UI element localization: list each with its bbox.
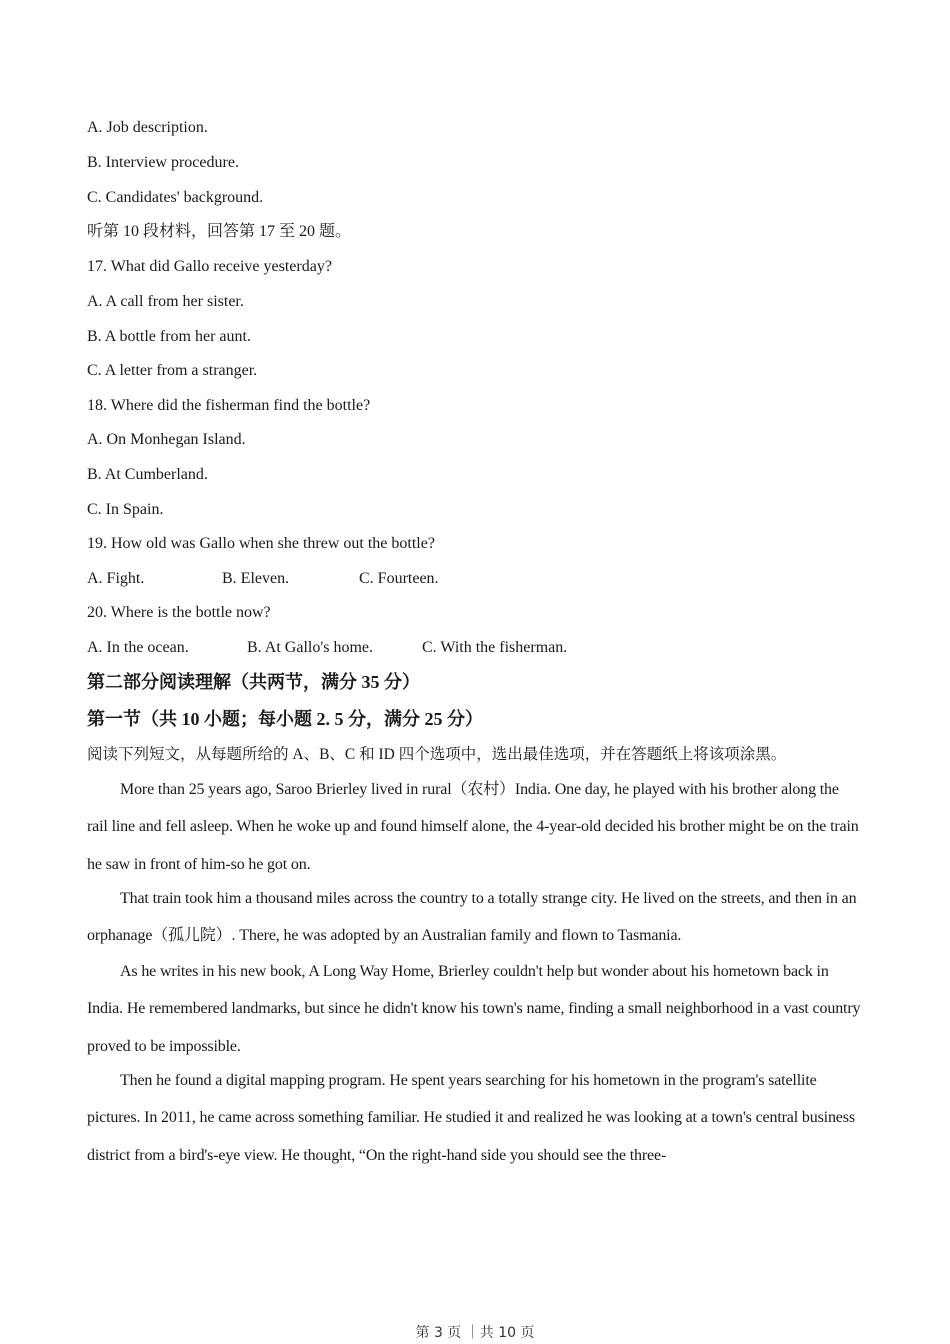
section-10-intro: 听第 10 段材料，回答第 17 至 20 题。: [87, 223, 352, 240]
reading-instructions: 阅读下列短文，从每题所给的 A、B、C 和 ID 四个选项中，选出最佳选项，并在答题纸上将该项涂黑。: [87, 746, 787, 763]
q16-option-c: C. Candidates' background.: [87, 189, 264, 206]
q19-option-b: B. Eleven.: [222, 570, 290, 587]
q19-option-a: A. Fight.: [87, 570, 145, 587]
q17-option-a: A. A call from her sister.: [87, 293, 244, 310]
passage-paragraph-2: That train took him a thousand miles across the country to a totally strange city. He lived on the streets, and then in an orphanage（孤儿院）. There, he was adopted by an Australian family and flown to Tasmania.: [87, 890, 857, 945]
passage-paragraph-3: As he writes in his new book, A Long Way Home, Brierley couldn't help but wonder about his hometown back in India. He remembered landmarks, but since he didn't know his town's name, finding a small neighborhood in a vast country proved to be impossible.: [87, 963, 861, 1055]
q17-option-c: C. A letter from a stranger.: [87, 362, 258, 379]
question-18: 18. Where did the fisherman find the bottle?: [87, 397, 371, 414]
q18-option-c: C. In Spain.: [87, 501, 164, 518]
q20-option-b: B. At Gallo's home.: [247, 639, 373, 656]
question-17: 17. What did Gallo receive yesterday?: [87, 258, 332, 275]
part2-title: 第二部分阅读理解（共两节，满分 35 分）: [87, 672, 420, 692]
q18-option-b: B. At Cumberland.: [87, 466, 208, 483]
passage-paragraph-1: More than 25 years ago, Saroo Brierley lived in rural（农村）India. One day, he played with his brother along the rail line and fell asleep. When he woke up and found himself alone, the 4-year-old decided his brother might be on the train he saw in front of him-so he got on.: [87, 781, 859, 873]
q16-option-b: B. Interview procedure.: [87, 154, 239, 171]
q20-option-c: C. With the fisherman.: [422, 639, 568, 656]
question-20: 20. Where is the bottle now?: [87, 604, 271, 621]
question-19: 19. How old was Gallo when she threw out the bottle?: [87, 535, 435, 552]
passage-paragraph-4: Then he found a digital mapping program. He spent years searching for his hometown in the program's satellite pictures. In 2011, he came across something familiar. He studied it and realized he was looking at a town's central business district from a bird's-eye view. He thought, “On the right-hand side you should see the three-: [87, 1072, 855, 1164]
page-number: 第 3 页 ｜共 10 页: [415, 1325, 535, 1341]
q19-option-c: C. Fourteen.: [359, 570, 439, 587]
q20-option-a: A. In the ocean.: [87, 639, 189, 656]
section1-title: 第一节（共 10 小题；每小题 2. 5 分，满分 25 分）: [87, 709, 483, 729]
q17-option-b: B. A bottle from her aunt.: [87, 328, 251, 345]
q18-option-a: A. On Monhegan Island.: [87, 431, 246, 448]
q16-option-a: A. Job description.: [87, 119, 208, 136]
